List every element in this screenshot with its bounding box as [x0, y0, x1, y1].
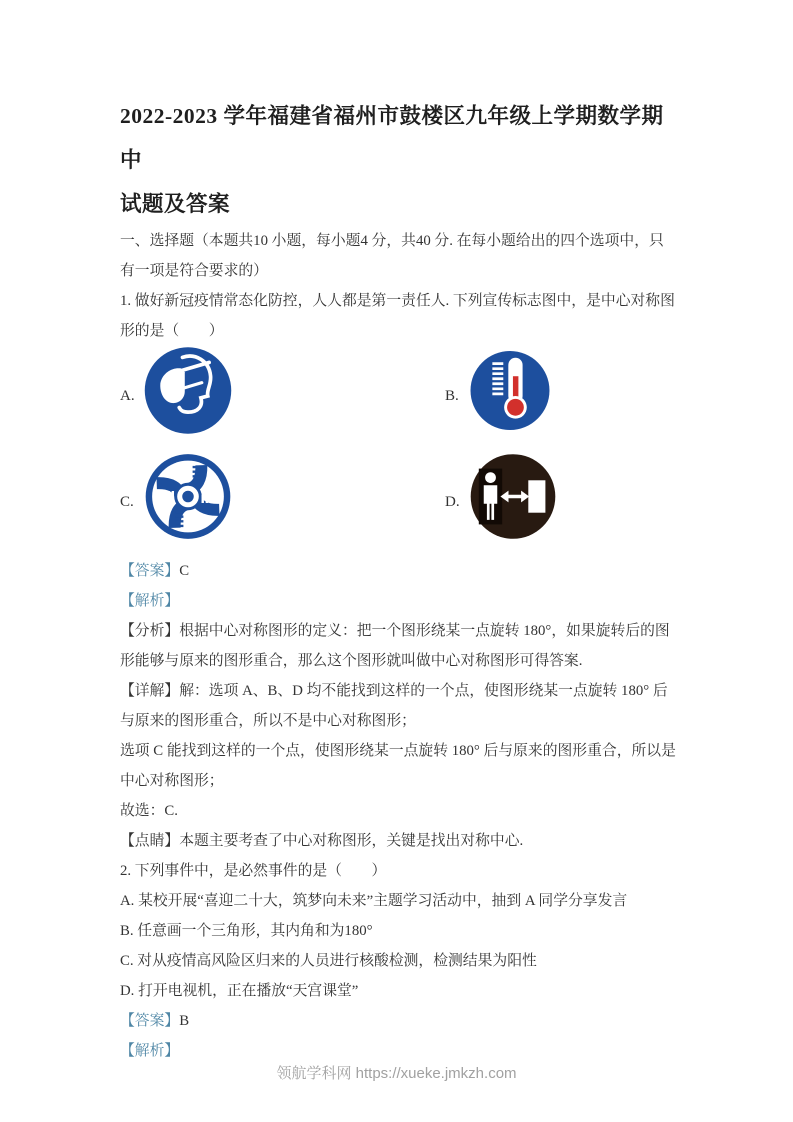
- q1-option-a-label: A.: [120, 388, 135, 404]
- q1-analysis-marker: 【解析】: [120, 593, 180, 609]
- q1-explain-conclusion: 故选：C.: [120, 803, 178, 819]
- q1-option-c-label: C.: [120, 494, 134, 510]
- q2-analysis-marker-line: [120, 1036, 677, 1066]
- footer-site-link[interactable]: 领航学科网 https://xueke.jmkzh.com: [276, 1065, 517, 1082]
- q2-option-d: D. 打开电视机，正在播放“天宫课堂”: [120, 983, 359, 999]
- q1-answer-value: C: [179, 563, 190, 579]
- q2-analysis-marker: 【解析】: [120, 1043, 180, 1059]
- q1-analysis-marker-line: [120, 586, 677, 616]
- page-title-line1: 2022-2023 学年福建省福州市鼓楼区九年级上学期数学期中: [120, 104, 664, 172]
- section-header: 一、选择题（本题共10 小题，每小题4 分，共40 分. 在每小题给出的四个选项中，只有一项是符合要求的）: [120, 233, 664, 279]
- q1-answer-line: [120, 556, 677, 586]
- distance-icon: [468, 452, 558, 553]
- document-content: [120, 94, 677, 1066]
- q2-answer-line: [120, 1006, 677, 1036]
- q2-option-c: C. 对从疫情高风险区归来的人员进行核酸检测，检测结果为阳性: [120, 953, 537, 969]
- footer-watermark: [0, 1063, 793, 1085]
- q1-explain-analysis: 【分析】根据中心对称图形的定义：把一个图形绕某一点旋转 180°，如果旋转后的图形能够与原来的图形重合，那么这个图形就叫做中心对称图形可得答案.: [120, 623, 670, 669]
- mask-icon: [142, 345, 234, 448]
- page-title: [120, 94, 677, 226]
- q1-options-row-1: [120, 348, 677, 444]
- thermometer-icon: [468, 349, 552, 444]
- q2-answer-value: B: [179, 1013, 190, 1029]
- q1-explain-detail-2: 选项 C 能找到这样的一个点，使图形绕某一点旋转 180° 后与原来的图形重合，所以是中心对称图形；: [120, 743, 676, 789]
- q2-answer-marker: 【答案】: [120, 1013, 180, 1029]
- q1-explain-remark: 【点睛】本题主要考查了中心对称图形，关键是找出对称中心.: [120, 833, 524, 849]
- q2-option-b: B. 任意画一个三角形，其内角和为180°: [120, 923, 373, 939]
- q1-options-row-2: [120, 454, 677, 550]
- page-title-line2: 试题及答案: [120, 192, 231, 216]
- fan-icon: [142, 451, 234, 554]
- q1-option-d-label: D.: [445, 494, 460, 510]
- q2-option-a: A. 某校开展“喜迎二十大，筑梦向未来”主题学习活动中，抽到 A 同学分享发言: [120, 893, 628, 909]
- q1-explain-detail: 【详解】解：选项 A、B、D 均不能找到这样的一个点，使图形绕某一点旋转 180° 后与原来的图形重合，所以不是中心对称图形；: [120, 683, 668, 729]
- q1-option-b-label: B.: [445, 388, 459, 404]
- q1-answer-marker: 【答案】: [120, 563, 180, 579]
- question-2-stem: 2. 下列事件中，是必然事件的是（ ）: [120, 863, 387, 879]
- question-1-stem: 1. 做好新冠疫情常态化防控，人人都是第一责任人. 下列宣传标志图中，是中心对称图形的是（ ）: [120, 293, 675, 339]
